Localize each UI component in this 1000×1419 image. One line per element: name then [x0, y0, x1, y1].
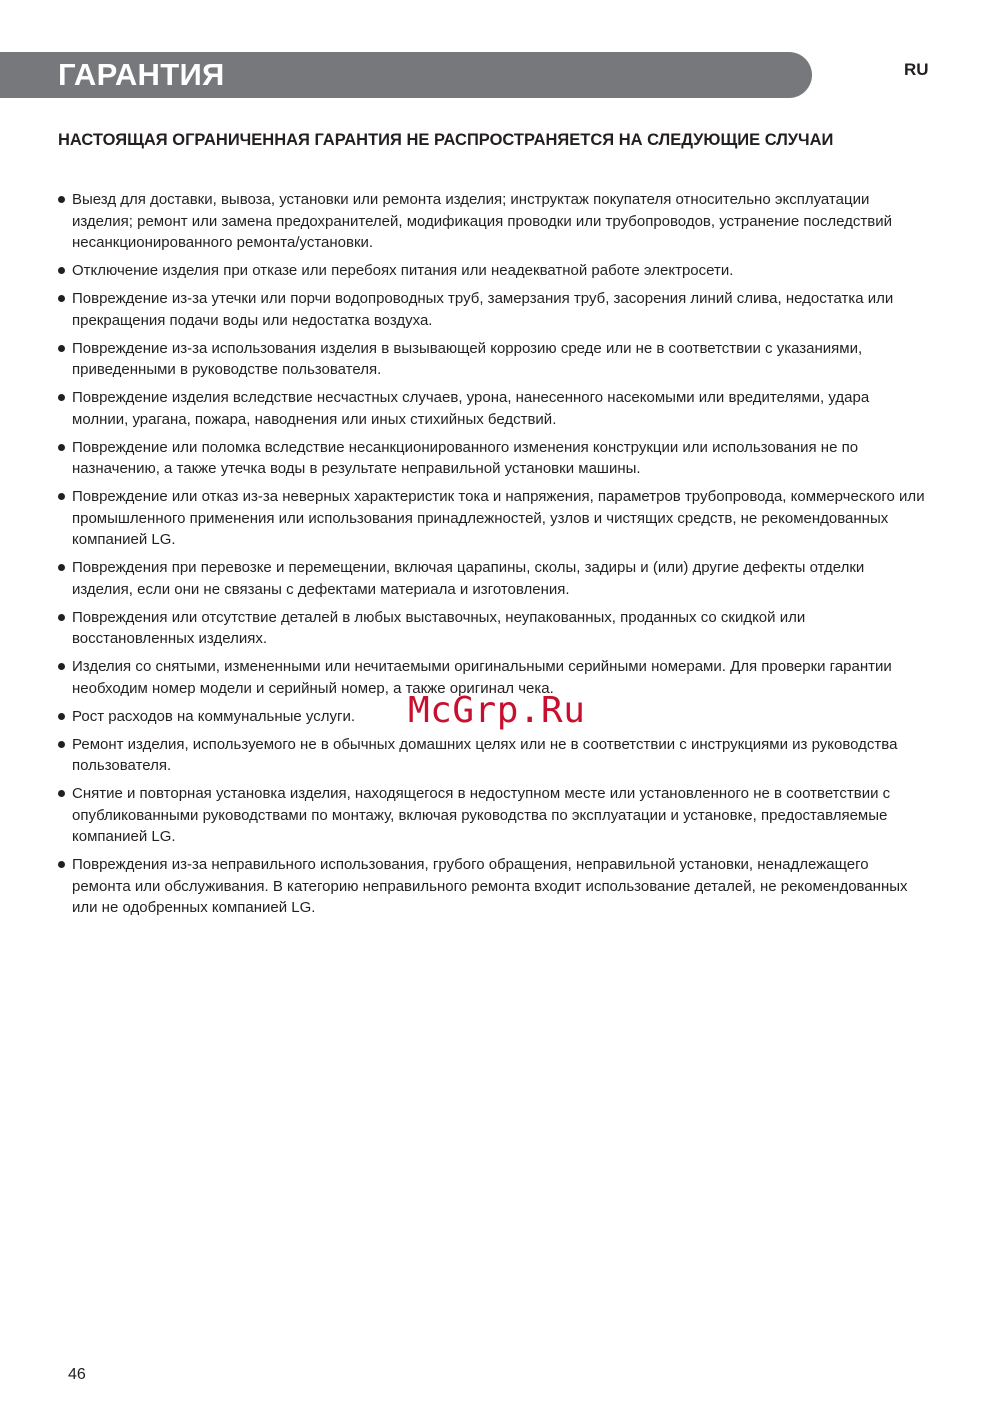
- list-item: [58, 854, 928, 919]
- list-item-text: Повреждение из-за использования изделия в вызывающей коррозию среде или не в соответствии с указаниями, приведенными в руководстве пользователя.: [72, 339, 863, 378]
- list-item-text: Повреждения или отсутствие деталей в любых выставочных, неупакованных, проданных со скидкой или восстановленных изделиях.: [72, 608, 806, 647]
- list-item-text: Повреждение изделия вследствие несчастных случаев, урона, нанесенного насекомыми или вредителями, удара молнии, урагана, пожара, наводнения или иных стихийных бедствий.: [72, 389, 870, 428]
- page-number: 46: [68, 1366, 86, 1383]
- list-item-text: Изделия со снятыми, измененными или нечитаемыми оригинальными серийными номерами. Для проверки гарантии необходим номер модели и серийный номер, а также оригинал чека.: [72, 658, 892, 697]
- list-item-text: Снятие и повторная установка изделия, находящегося в недоступном месте или установленного не в соответствии с опубликованными руководствами по монтажу, включая руководства по эксплуатации и установке, предоставляемые компанией LG.: [72, 785, 891, 845]
- watermark: McGrp.Ru: [408, 690, 586, 731]
- list-item: [58, 734, 928, 777]
- page-title: ГАРАНТИЯ: [58, 57, 225, 92]
- list-item: [58, 189, 928, 254]
- bullet-icon: [58, 564, 65, 571]
- list-item: [58, 387, 928, 430]
- list-item: [58, 260, 928, 282]
- exclusions-list: [58, 189, 928, 925]
- list-item-text: Повреждение или поломка вследствие несанкционированного изменения конструкции или использования не по назначению, а также утечка воды в результате неправильной установки машины.: [72, 438, 859, 477]
- bullet-icon: [58, 196, 65, 203]
- bullet-icon: [58, 394, 65, 401]
- list-item-text: Отключение изделия при отказе или перебоях питания или неадекватной работе электросети.: [72, 262, 734, 279]
- bullet-icon: [58, 295, 65, 302]
- bullet-icon: [58, 493, 65, 500]
- language-label: RU: [904, 60, 929, 79]
- header-bar: [0, 52, 812, 98]
- list-item-text: Повреждения при перевозке и перемещении, включая царапины, сколы, задиры и (или) другие дефекты отделки изделия, если они не связаны с дефектами материала и изготовления.: [72, 559, 865, 598]
- list-item: [58, 437, 928, 480]
- bullet-icon: [58, 790, 65, 797]
- list-item: [58, 338, 928, 381]
- list-item-text: Повреждения из-за неправильного использования, грубого обращения, неправильной установки, ненадлежащего ремонта или обслуживания. В категорию неправильного ремонта входит использование деталей, не рекомендованных или не одобренных компанией LG.: [72, 856, 908, 916]
- list-item: [58, 557, 928, 600]
- bullet-icon: [58, 861, 65, 868]
- bullet-icon: [58, 345, 65, 352]
- bullet-icon: [58, 663, 65, 670]
- list-item-text: Повреждение или отказ из-за неверных характеристик тока и напряжения, параметров трубопровода, коммерческого или промышленного применения или использования принадлежностей, узлов и чистящих средств, не рекомендованных компанией LG.: [72, 488, 925, 548]
- list-item: [58, 288, 928, 331]
- list-item-text: Выезд для доставки, вывоза, установки или ремонта изделия; инструктаж покупателя относительно эксплуатации изделия; ремонт или замена предохранителей, модификация проводки или трубопроводов, устранение последствий несанкционированного ремонта/установки.: [72, 191, 892, 251]
- bullet-icon: [58, 444, 65, 451]
- list-item-text: Ремонт изделия, используемого не в обычных домашних целях или не в соответствии с инструкциями из руководства пользователя.: [72, 735, 898, 774]
- list-item: [58, 783, 928, 848]
- list-item-text: Рост расходов на коммунальные услуги.: [72, 707, 356, 725]
- section-title: НАСТОЯЩАЯ ОГРАНИЧЕННАЯ ГАРАНТИЯ НЕ РАСПРОСТРАНЯЕТСЯ НА СЛЕДУЮЩИЕ СЛУЧАИ: [58, 131, 834, 149]
- bullet-icon: [58, 741, 65, 748]
- list-item-text: Повреждение из-за утечки или порчи водопроводных труб, замерзания труб, засорения линий слива, недостатка или прекращения подачи воды или недостатка воздуха.: [72, 290, 894, 329]
- list-item: [58, 607, 928, 650]
- bullet-icon: [58, 267, 65, 274]
- list-item: [58, 486, 928, 551]
- bullet-icon: [58, 614, 65, 621]
- bullet-icon: [58, 713, 65, 720]
